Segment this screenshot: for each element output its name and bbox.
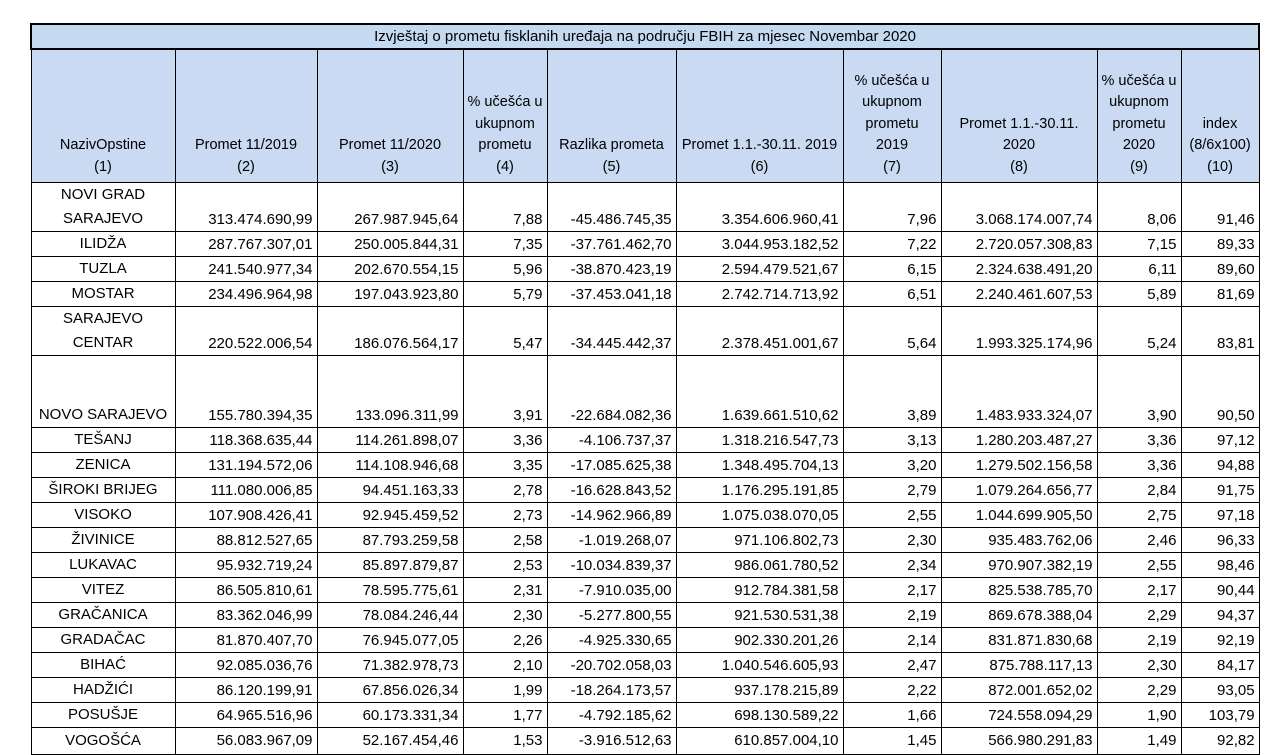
value-cell-col-9: 5,24 xyxy=(1097,307,1181,356)
value-cell-col-4: 1,53 xyxy=(463,728,547,755)
column-header-1 xyxy=(31,49,175,183)
value-cell-col-5: -37.453.041,18 xyxy=(547,282,676,307)
table-row xyxy=(31,257,1259,282)
value-cell-col-5: -22.684.082,36 xyxy=(547,356,676,428)
municipality-cell: VITEZ xyxy=(31,578,175,603)
column-header-number: (7) xyxy=(883,158,901,175)
value-cell-col-2: 111.080.006,85 xyxy=(175,478,317,503)
column-header-5 xyxy=(547,49,676,183)
value-cell-col-3: 186.076.564,17 xyxy=(317,307,463,356)
value-cell-col-4: 2,58 xyxy=(463,528,547,553)
value-cell-col-9: 5,89 xyxy=(1097,282,1181,307)
value-cell-col-2: 56.083.967,09 xyxy=(175,728,317,755)
column-header-row xyxy=(31,49,1259,183)
value-cell-col-6: 937.178.215,89 xyxy=(676,678,843,703)
value-cell-col-5: -4.106.737,37 xyxy=(547,428,676,453)
value-cell-col-9: 7,15 xyxy=(1097,232,1181,257)
value-cell-col-7: 1,66 xyxy=(843,703,941,728)
value-cell-col-9: 1,49 xyxy=(1097,728,1181,755)
value-cell-col-10: 84,17 xyxy=(1181,653,1259,678)
value-cell-col-2: 81.870.407,70 xyxy=(175,628,317,653)
value-cell-col-8: 566.980.291,83 xyxy=(941,728,1097,755)
table-row xyxy=(31,478,1259,503)
table-row xyxy=(31,503,1259,528)
column-header-label: Razlika prometa xyxy=(559,137,664,153)
value-cell-col-10: 92,82 xyxy=(1181,728,1259,755)
value-cell-col-2: 287.767.307,01 xyxy=(175,232,317,257)
value-cell-col-6: 3.354.606.960,41 xyxy=(676,183,843,232)
value-cell-col-10: 90,50 xyxy=(1181,356,1259,428)
value-cell-col-8: 872.001.652,02 xyxy=(941,678,1097,703)
value-cell-col-3: 202.670.554,15 xyxy=(317,257,463,282)
value-cell-col-5: -18.264.173,57 xyxy=(547,678,676,703)
municipality-cell: ŠIROKI BRIJEG xyxy=(31,478,175,503)
table-row xyxy=(31,307,1259,356)
value-cell-col-4: 5,96 xyxy=(463,257,547,282)
value-cell-col-4: 7,88 xyxy=(463,183,547,232)
value-cell-col-8: 1.079.264.656,77 xyxy=(941,478,1097,503)
value-cell-col-5: -5.277.800,55 xyxy=(547,603,676,628)
value-cell-col-7: 6,51 xyxy=(843,282,941,307)
value-cell-col-3: 67.856.026,34 xyxy=(317,678,463,703)
value-cell-col-5: -1.019.268,07 xyxy=(547,528,676,553)
municipality-cell: HADŽIĆI xyxy=(31,678,175,703)
value-cell-col-2: 88.812.527,65 xyxy=(175,528,317,553)
column-header-label: % učešća u ukupnom prometu 2019 xyxy=(854,72,930,153)
value-cell-col-3: 85.897.879,87 xyxy=(317,553,463,578)
value-cell-col-5: -14.962.966,89 xyxy=(547,503,676,528)
value-cell-col-6: 902.330.201,26 xyxy=(676,628,843,653)
value-cell-col-3: 78.084.246,44 xyxy=(317,603,463,628)
column-header-8 xyxy=(941,49,1097,183)
value-cell-col-10: 94,37 xyxy=(1181,603,1259,628)
value-cell-col-7: 2,79 xyxy=(843,478,941,503)
value-cell-col-4: 5,47 xyxy=(463,307,547,356)
value-cell-col-5: -17.085.625,38 xyxy=(547,453,676,478)
value-cell-col-3: 267.987.945,64 xyxy=(317,183,463,232)
value-cell-col-3: 87.793.259,58 xyxy=(317,528,463,553)
value-cell-col-8: 2.240.461.607,53 xyxy=(941,282,1097,307)
column-header-7 xyxy=(843,49,941,183)
table-row xyxy=(31,453,1259,478)
value-cell-col-8: 3.068.174.007,74 xyxy=(941,183,1097,232)
value-cell-col-9: 2,17 xyxy=(1097,578,1181,603)
column-header-number: (10) xyxy=(1207,158,1233,175)
value-cell-col-6: 2.742.714.713,92 xyxy=(676,282,843,307)
value-cell-col-7: 6,15 xyxy=(843,257,941,282)
value-cell-col-2: 234.496.964,98 xyxy=(175,282,317,307)
value-cell-col-4: 2,26 xyxy=(463,628,547,653)
value-cell-col-7: 5,64 xyxy=(843,307,941,356)
value-cell-col-6: 1.176.295.191,85 xyxy=(676,478,843,503)
municipality-cell: NOVO SARAJEVO xyxy=(31,356,175,428)
value-cell-col-7: 2,34 xyxy=(843,553,941,578)
value-cell-col-4: 2,78 xyxy=(463,478,547,503)
value-cell-col-10: 81,69 xyxy=(1181,282,1259,307)
value-cell-col-5: -34.445.442,37 xyxy=(547,307,676,356)
municipality-cell: ILIDŽA xyxy=(31,232,175,257)
value-cell-col-8: 970.907.382,19 xyxy=(941,553,1097,578)
municipality-cell: MOSTAR xyxy=(31,282,175,307)
value-cell-col-9: 2,29 xyxy=(1097,678,1181,703)
column-header-label: % učešća u ukupnom prometu 2020 xyxy=(1101,72,1177,153)
value-cell-col-4: 2,30 xyxy=(463,603,547,628)
table-row xyxy=(31,578,1259,603)
value-cell-col-8: 869.678.388,04 xyxy=(941,603,1097,628)
value-cell-col-4: 2,31 xyxy=(463,578,547,603)
value-cell-col-8: 2.720.057.308,83 xyxy=(941,232,1097,257)
table-row xyxy=(31,232,1259,257)
column-header-9 xyxy=(1097,49,1181,183)
value-cell-col-10: 93,05 xyxy=(1181,678,1259,703)
column-header-number: (1) xyxy=(94,158,112,175)
value-cell-col-10: 91,75 xyxy=(1181,478,1259,503)
value-cell-col-9: 2,46 xyxy=(1097,528,1181,553)
value-cell-col-10: 103,79 xyxy=(1181,703,1259,728)
value-cell-col-8: 935.483.762,06 xyxy=(941,528,1097,553)
table-body xyxy=(31,183,1259,755)
value-cell-col-2: 241.540.977,34 xyxy=(175,257,317,282)
value-cell-col-8: 724.558.094,29 xyxy=(941,703,1097,728)
value-cell-col-7: 3,20 xyxy=(843,453,941,478)
municipality-cell: TUZLA xyxy=(31,257,175,282)
value-cell-col-7: 2,30 xyxy=(843,528,941,553)
table-row xyxy=(31,653,1259,678)
value-cell-col-2: 155.780.394,35 xyxy=(175,356,317,428)
value-cell-col-10: 94,88 xyxy=(1181,453,1259,478)
column-header-label: index (8/6x100) xyxy=(1189,115,1251,153)
municipality-cell: GRAČANICA xyxy=(31,603,175,628)
value-cell-col-3: 78.595.775,61 xyxy=(317,578,463,603)
column-header-6 xyxy=(676,49,843,183)
value-cell-col-2: 107.908.426,41 xyxy=(175,503,317,528)
value-cell-col-8: 1.280.203.487,27 xyxy=(941,428,1097,453)
value-cell-col-5: -4.925.330,65 xyxy=(547,628,676,653)
value-cell-col-7: 2,55 xyxy=(843,503,941,528)
value-cell-col-10: 97,18 xyxy=(1181,503,1259,528)
value-cell-col-3: 94.451.163,33 xyxy=(317,478,463,503)
value-cell-col-5: -37.761.462,70 xyxy=(547,232,676,257)
municipality-cell: BIHAĆ xyxy=(31,653,175,678)
column-header-4 xyxy=(463,49,547,183)
column-header-3 xyxy=(317,49,463,183)
value-cell-col-2: 86.120.199,91 xyxy=(175,678,317,703)
table-row xyxy=(31,183,1259,232)
column-header-label: Promet 11/2019 xyxy=(194,137,298,153)
value-cell-col-6: 610.857.004,10 xyxy=(676,728,843,755)
value-cell-col-3: 71.382.978,73 xyxy=(317,653,463,678)
value-cell-col-8: 1.279.502.156,58 xyxy=(941,453,1097,478)
value-cell-col-9: 2,29 xyxy=(1097,603,1181,628)
value-cell-col-9: 3,36 xyxy=(1097,453,1181,478)
value-cell-col-7: 3,13 xyxy=(843,428,941,453)
value-cell-col-6: 1.639.661.510,62 xyxy=(676,356,843,428)
column-header-label: Promet 1.1.-30.11. 2020 xyxy=(959,115,1079,153)
value-cell-col-9: 2,55 xyxy=(1097,553,1181,578)
column-header-label: Promet 11/2020 xyxy=(338,137,442,153)
value-cell-col-5: -38.870.423,19 xyxy=(547,257,676,282)
column-header-label: Promet 1.1.-30.11. 2019 xyxy=(681,137,838,153)
municipality-cell: ŽIVINICE xyxy=(31,528,175,553)
value-cell-col-5: -45.486.745,35 xyxy=(547,183,676,232)
column-header-2 xyxy=(175,49,317,183)
value-cell-col-7: 3,89 xyxy=(843,356,941,428)
value-cell-col-2: 92.085.036,76 xyxy=(175,653,317,678)
column-header-number: (5) xyxy=(602,158,621,175)
value-cell-col-4: 1,99 xyxy=(463,678,547,703)
value-cell-col-7: 2,22 xyxy=(843,678,941,703)
municipality-cell: NOVI GRAD SARAJEVO xyxy=(31,183,175,232)
table-row xyxy=(31,678,1259,703)
value-cell-col-6: 2.378.451.001,67 xyxy=(676,307,843,356)
value-cell-col-6: 921.530.531,38 xyxy=(676,603,843,628)
column-header-number: (8) xyxy=(1010,158,1028,175)
table-row xyxy=(31,703,1259,728)
value-cell-col-8: 875.788.117,13 xyxy=(941,653,1097,678)
value-cell-col-2: 131.194.572,06 xyxy=(175,453,317,478)
value-cell-col-3: 197.043.923,80 xyxy=(317,282,463,307)
value-cell-col-8: 831.871.830,68 xyxy=(941,628,1097,653)
value-cell-col-6: 1.075.038.070,05 xyxy=(676,503,843,528)
value-cell-col-8: 2.324.638.491,20 xyxy=(941,257,1097,282)
value-cell-col-5: -16.628.843,52 xyxy=(547,478,676,503)
value-cell-col-6: 986.061.780,52 xyxy=(676,553,843,578)
value-cell-col-4: 3,35 xyxy=(463,453,547,478)
value-cell-col-3: 76.945.077,05 xyxy=(317,628,463,653)
value-cell-col-3: 133.096.311,99 xyxy=(317,356,463,428)
value-cell-col-3: 52.167.454,46 xyxy=(317,728,463,755)
value-cell-col-6: 912.784.381,58 xyxy=(676,578,843,603)
column-header-number: (3) xyxy=(381,158,399,175)
table-row xyxy=(31,428,1259,453)
value-cell-col-10: 98,46 xyxy=(1181,553,1259,578)
report-sheet xyxy=(30,23,1258,755)
value-cell-col-9: 2,30 xyxy=(1097,653,1181,678)
value-cell-col-5: -10.034.839,37 xyxy=(547,553,676,578)
value-cell-col-2: 83.362.046,99 xyxy=(175,603,317,628)
value-cell-col-8: 825.538.785,70 xyxy=(941,578,1097,603)
value-cell-col-4: 1,77 xyxy=(463,703,547,728)
table-row xyxy=(31,528,1259,553)
column-header-number: (9) xyxy=(1130,158,1148,175)
value-cell-col-3: 250.005.844,31 xyxy=(317,232,463,257)
value-cell-col-9: 2,75 xyxy=(1097,503,1181,528)
column-header-number: (2) xyxy=(237,158,255,175)
table-row xyxy=(31,553,1259,578)
value-cell-col-2: 220.522.006,54 xyxy=(175,307,317,356)
municipality-cell: POSUŠJE xyxy=(31,703,175,728)
value-cell-col-7: 2,19 xyxy=(843,603,941,628)
value-cell-col-3: 114.108.946,68 xyxy=(317,453,463,478)
value-cell-col-7: 7,22 xyxy=(843,232,941,257)
table-row xyxy=(31,282,1259,307)
value-cell-col-10: 91,46 xyxy=(1181,183,1259,232)
value-cell-col-10: 92,19 xyxy=(1181,628,1259,653)
table-row xyxy=(31,628,1259,653)
value-cell-col-2: 118.368.635,44 xyxy=(175,428,317,453)
value-cell-col-2: 86.505.810,61 xyxy=(175,578,317,603)
value-cell-col-9: 1,90 xyxy=(1097,703,1181,728)
value-cell-col-4: 5,79 xyxy=(463,282,547,307)
value-cell-col-3: 92.945.459,52 xyxy=(317,503,463,528)
table-row xyxy=(31,603,1259,628)
value-cell-col-2: 95.932.719,24 xyxy=(175,553,317,578)
value-cell-col-9: 3,36 xyxy=(1097,428,1181,453)
column-header-number: (6) xyxy=(750,158,769,175)
value-cell-col-4: 2,73 xyxy=(463,503,547,528)
table-row xyxy=(31,728,1259,755)
value-cell-col-4: 3,36 xyxy=(463,428,547,453)
value-cell-col-7: 1,45 xyxy=(843,728,941,755)
value-cell-col-10: 90,44 xyxy=(1181,578,1259,603)
value-cell-col-9: 6,11 xyxy=(1097,257,1181,282)
table-row xyxy=(31,356,1259,428)
value-cell-col-10: 83,81 xyxy=(1181,307,1259,356)
column-header-label: % učešća u ukupnom prometu xyxy=(467,94,543,153)
value-cell-col-7: 7,96 xyxy=(843,183,941,232)
value-cell-col-6: 971.106.802,73 xyxy=(676,528,843,553)
value-cell-col-9: 2,84 xyxy=(1097,478,1181,503)
value-cell-col-9: 8,06 xyxy=(1097,183,1181,232)
value-cell-col-5: -4.792.185,62 xyxy=(547,703,676,728)
value-cell-col-5: -3.916.512,63 xyxy=(547,728,676,755)
value-cell-col-6: 1.040.546.605,93 xyxy=(676,653,843,678)
value-cell-col-4: 2,53 xyxy=(463,553,547,578)
value-cell-col-6: 3.044.953.182,52 xyxy=(676,232,843,257)
value-cell-col-4: 2,10 xyxy=(463,653,547,678)
municipality-cell: GRADAČAC xyxy=(31,628,175,653)
column-header-label: NazivOpstine xyxy=(59,137,147,153)
value-cell-col-5: -7.910.035,00 xyxy=(547,578,676,603)
value-cell-col-2: 64.965.516,96 xyxy=(175,703,317,728)
value-cell-col-10: 97,12 xyxy=(1181,428,1259,453)
report-title: Izvještaj o prometu fisklanih uređaja na području FBIH za mjesec Novembar 2020 xyxy=(31,24,1259,49)
value-cell-col-9: 3,90 xyxy=(1097,356,1181,428)
value-cell-col-9: 2,19 xyxy=(1097,628,1181,653)
value-cell-col-6: 1.318.216.547,73 xyxy=(676,428,843,453)
turnover-table xyxy=(30,23,1260,755)
value-cell-col-7: 2,14 xyxy=(843,628,941,653)
column-header-number: (4) xyxy=(496,158,514,175)
value-cell-col-4: 3,91 xyxy=(463,356,547,428)
value-cell-col-8: 1.993.325.174,96 xyxy=(941,307,1097,356)
value-cell-col-8: 1.483.933.324,07 xyxy=(941,356,1097,428)
value-cell-col-10: 96,33 xyxy=(1181,528,1259,553)
value-cell-col-2: 313.474.690,99 xyxy=(175,183,317,232)
municipality-cell: SARAJEVO CENTAR xyxy=(31,307,175,356)
value-cell-col-5: -20.702.058,03 xyxy=(547,653,676,678)
value-cell-col-7: 2,17 xyxy=(843,578,941,603)
value-cell-col-7: 2,47 xyxy=(843,653,941,678)
municipality-cell: VISOKO xyxy=(31,503,175,528)
value-cell-col-6: 2.594.479.521,67 xyxy=(676,257,843,282)
municipality-cell: ZENICA xyxy=(31,453,175,478)
value-cell-col-3: 60.173.331,34 xyxy=(317,703,463,728)
value-cell-col-6: 698.130.589,22 xyxy=(676,703,843,728)
municipality-cell: TEŠANJ xyxy=(31,428,175,453)
value-cell-col-6: 1.348.495.704,13 xyxy=(676,453,843,478)
municipality-cell: VOGOŠĆA xyxy=(31,728,175,755)
value-cell-col-10: 89,60 xyxy=(1181,257,1259,282)
value-cell-col-8: 1.044.699.905,50 xyxy=(941,503,1097,528)
municipality-cell: LUKAVAC xyxy=(31,553,175,578)
value-cell-col-3: 114.261.898,07 xyxy=(317,428,463,453)
value-cell-col-10: 89,33 xyxy=(1181,232,1259,257)
value-cell-col-4: 7,35 xyxy=(463,232,547,257)
column-header-10 xyxy=(1181,49,1259,183)
